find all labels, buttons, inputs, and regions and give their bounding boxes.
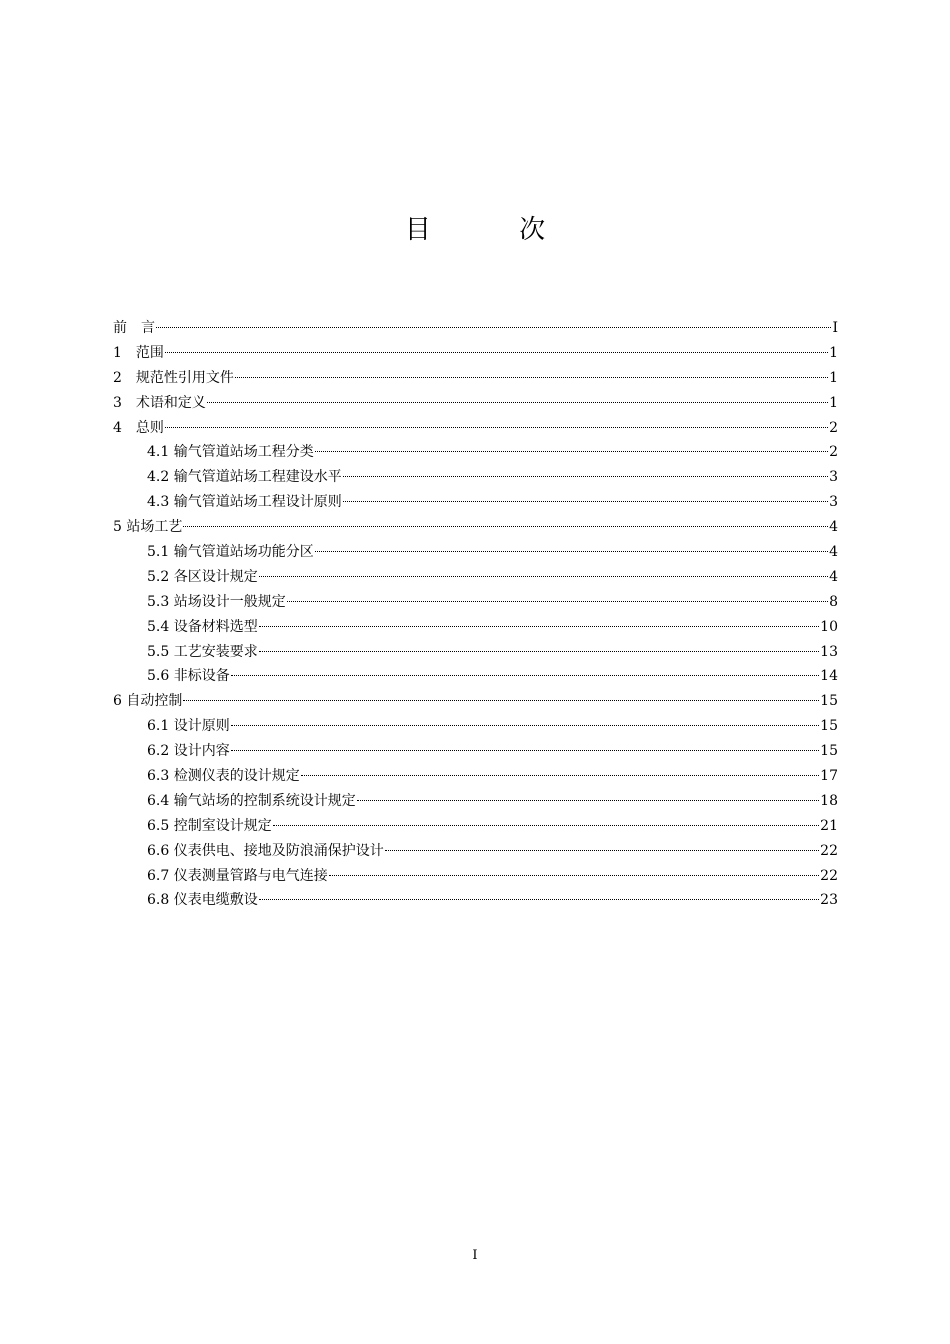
page-title: 目 次 bbox=[404, 215, 586, 245]
toc-leader-dots bbox=[301, 775, 819, 776]
toc-entry-page: 10 bbox=[820, 618, 838, 635]
toc-entry-page: 22 bbox=[820, 867, 838, 884]
toc-entry-page: 14 bbox=[820, 668, 838, 685]
toc-entry-page: 8 bbox=[829, 593, 838, 610]
toc-entry[interactable] bbox=[113, 391, 838, 416]
toc-entry[interactable] bbox=[113, 839, 838, 864]
toc-entry[interactable] bbox=[113, 465, 838, 490]
toc-entry-label: 1 范围 bbox=[113, 344, 164, 361]
toc-entry-label: 5.6 非标设备 bbox=[147, 668, 230, 685]
toc-entry-page: 1 bbox=[829, 369, 838, 386]
toc-entry-page: 15 bbox=[820, 743, 838, 760]
toc-leader-dots bbox=[259, 576, 828, 577]
toc-leader-dots bbox=[165, 352, 828, 353]
toc-entry-label: 4.1 输气管道站场工程分类 bbox=[147, 444, 314, 461]
toc-leader-dots bbox=[183, 526, 828, 527]
toc-entry-label: 6.6 仪表供电、接地及防浪涌保护设计 bbox=[147, 842, 384, 859]
toc-entry-page: 4 bbox=[829, 519, 838, 536]
toc-entry[interactable] bbox=[113, 689, 838, 714]
toc-entry[interactable] bbox=[113, 814, 838, 839]
toc-entry[interactable] bbox=[113, 615, 838, 640]
toc-leader-dots bbox=[315, 551, 828, 552]
toc-leader-dots bbox=[273, 825, 819, 826]
toc-entry-page: 3 bbox=[829, 494, 838, 511]
toc-entry-label: 5.1 输气管道站场功能分区 bbox=[147, 544, 314, 561]
toc-leader-dots bbox=[343, 501, 828, 502]
toc-entry[interactable] bbox=[113, 764, 838, 789]
toc-entry-page: 4 bbox=[829, 544, 838, 561]
toc-leader-dots bbox=[235, 377, 828, 378]
toc-entry-page: 2 bbox=[829, 444, 838, 461]
toc-leader-dots bbox=[315, 451, 828, 452]
table-of-contents bbox=[113, 316, 838, 913]
toc-leader-dots bbox=[259, 899, 819, 900]
toc-entry-page: 15 bbox=[820, 693, 838, 710]
toc-entry-page: 3 bbox=[829, 469, 838, 486]
toc-entry-label: 4.3 输气管道站场工程设计原则 bbox=[147, 494, 342, 511]
toc-entry-label: 6.5 控制室设计规定 bbox=[147, 817, 272, 834]
toc-leader-dots bbox=[287, 601, 828, 602]
toc-entry[interactable] bbox=[113, 590, 838, 615]
toc-entry-label: 5.3 站场设计一般规定 bbox=[147, 593, 286, 610]
toc-leader-dots bbox=[156, 327, 831, 328]
toc-entry-page: 2 bbox=[829, 419, 838, 436]
toc-entry-page: 22 bbox=[820, 842, 838, 859]
toc-leader-dots bbox=[357, 800, 819, 801]
toc-entry-page: 17 bbox=[820, 768, 838, 785]
toc-entry-page: 1 bbox=[829, 344, 838, 361]
toc-entry[interactable] bbox=[113, 490, 838, 515]
toc-entry[interactable] bbox=[113, 888, 838, 913]
page-number: I bbox=[472, 1248, 478, 1263]
toc-entry[interactable] bbox=[113, 366, 838, 391]
toc-entry-page: 4 bbox=[829, 568, 838, 585]
toc-leader-dots bbox=[385, 850, 819, 851]
toc-entry-label: 4 总则 bbox=[113, 419, 164, 436]
toc-entry-page: 1 bbox=[829, 394, 838, 411]
toc-entry[interactable] bbox=[113, 664, 838, 689]
toc-entry-label: 5 站场工艺 bbox=[113, 519, 183, 536]
toc-leader-dots bbox=[231, 725, 819, 726]
toc-entry[interactable] bbox=[113, 440, 838, 465]
toc-entry[interactable] bbox=[113, 540, 838, 565]
toc-leader-dots bbox=[231, 675, 819, 676]
toc-entry-label: 5.5 工艺安装要求 bbox=[147, 643, 258, 660]
toc-leader-dots bbox=[183, 700, 819, 701]
toc-entry[interactable] bbox=[113, 739, 838, 764]
toc-entry-label: 5.2 各区设计规定 bbox=[147, 568, 258, 585]
toc-entry-label: 6.2 设计内容 bbox=[147, 743, 230, 760]
toc-entry[interactable] bbox=[113, 864, 838, 889]
toc-leader-dots bbox=[343, 476, 828, 477]
toc-entry-page: 15 bbox=[820, 718, 838, 735]
toc-entry-label: 6.1 设计原则 bbox=[147, 718, 230, 735]
toc-entry-page: 13 bbox=[820, 643, 838, 660]
toc-leader-dots bbox=[207, 402, 828, 403]
toc-leader-dots bbox=[231, 750, 819, 751]
toc-leader-dots bbox=[259, 651, 819, 652]
toc-entry-label: 6.3 检测仪表的设计规定 bbox=[147, 768, 300, 785]
toc-leader-dots bbox=[329, 875, 819, 876]
toc-entry[interactable] bbox=[113, 515, 838, 540]
toc-entry-label: 6 自动控制 bbox=[113, 693, 183, 710]
toc-entry-label: 6.8 仪表电缆敷设 bbox=[147, 892, 258, 909]
toc-entry-page: I bbox=[832, 320, 838, 336]
toc-entry-page: 21 bbox=[820, 817, 838, 834]
toc-entry[interactable] bbox=[113, 640, 838, 665]
toc-entry[interactable] bbox=[113, 714, 838, 739]
toc-entry-page: 23 bbox=[820, 892, 838, 909]
toc-entry-label: 5.4 设备材料选型 bbox=[147, 618, 258, 635]
toc-entry-page: 18 bbox=[820, 792, 838, 809]
toc-entry-label: 6.4 输气站场的控制系统设计规定 bbox=[147, 792, 356, 809]
toc-entry-label: 2 规范性引用文件 bbox=[113, 369, 234, 386]
toc-entry[interactable] bbox=[113, 416, 838, 441]
toc-entry-label: 3 术语和定义 bbox=[113, 394, 206, 411]
toc-entry[interactable] bbox=[113, 789, 838, 814]
toc-entry-label: 前 言 bbox=[113, 320, 155, 336]
toc-entry-label: 6.7 仪表测量管路与电气连接 bbox=[147, 867, 328, 884]
toc-entry[interactable] bbox=[113, 316, 838, 341]
toc-leader-dots bbox=[259, 626, 819, 627]
toc-leader-dots bbox=[165, 427, 828, 428]
toc-entry-label: 4.2 输气管道站场工程建设水平 bbox=[147, 469, 342, 486]
toc-entry[interactable] bbox=[113, 565, 838, 590]
toc-entry[interactable] bbox=[113, 341, 838, 366]
